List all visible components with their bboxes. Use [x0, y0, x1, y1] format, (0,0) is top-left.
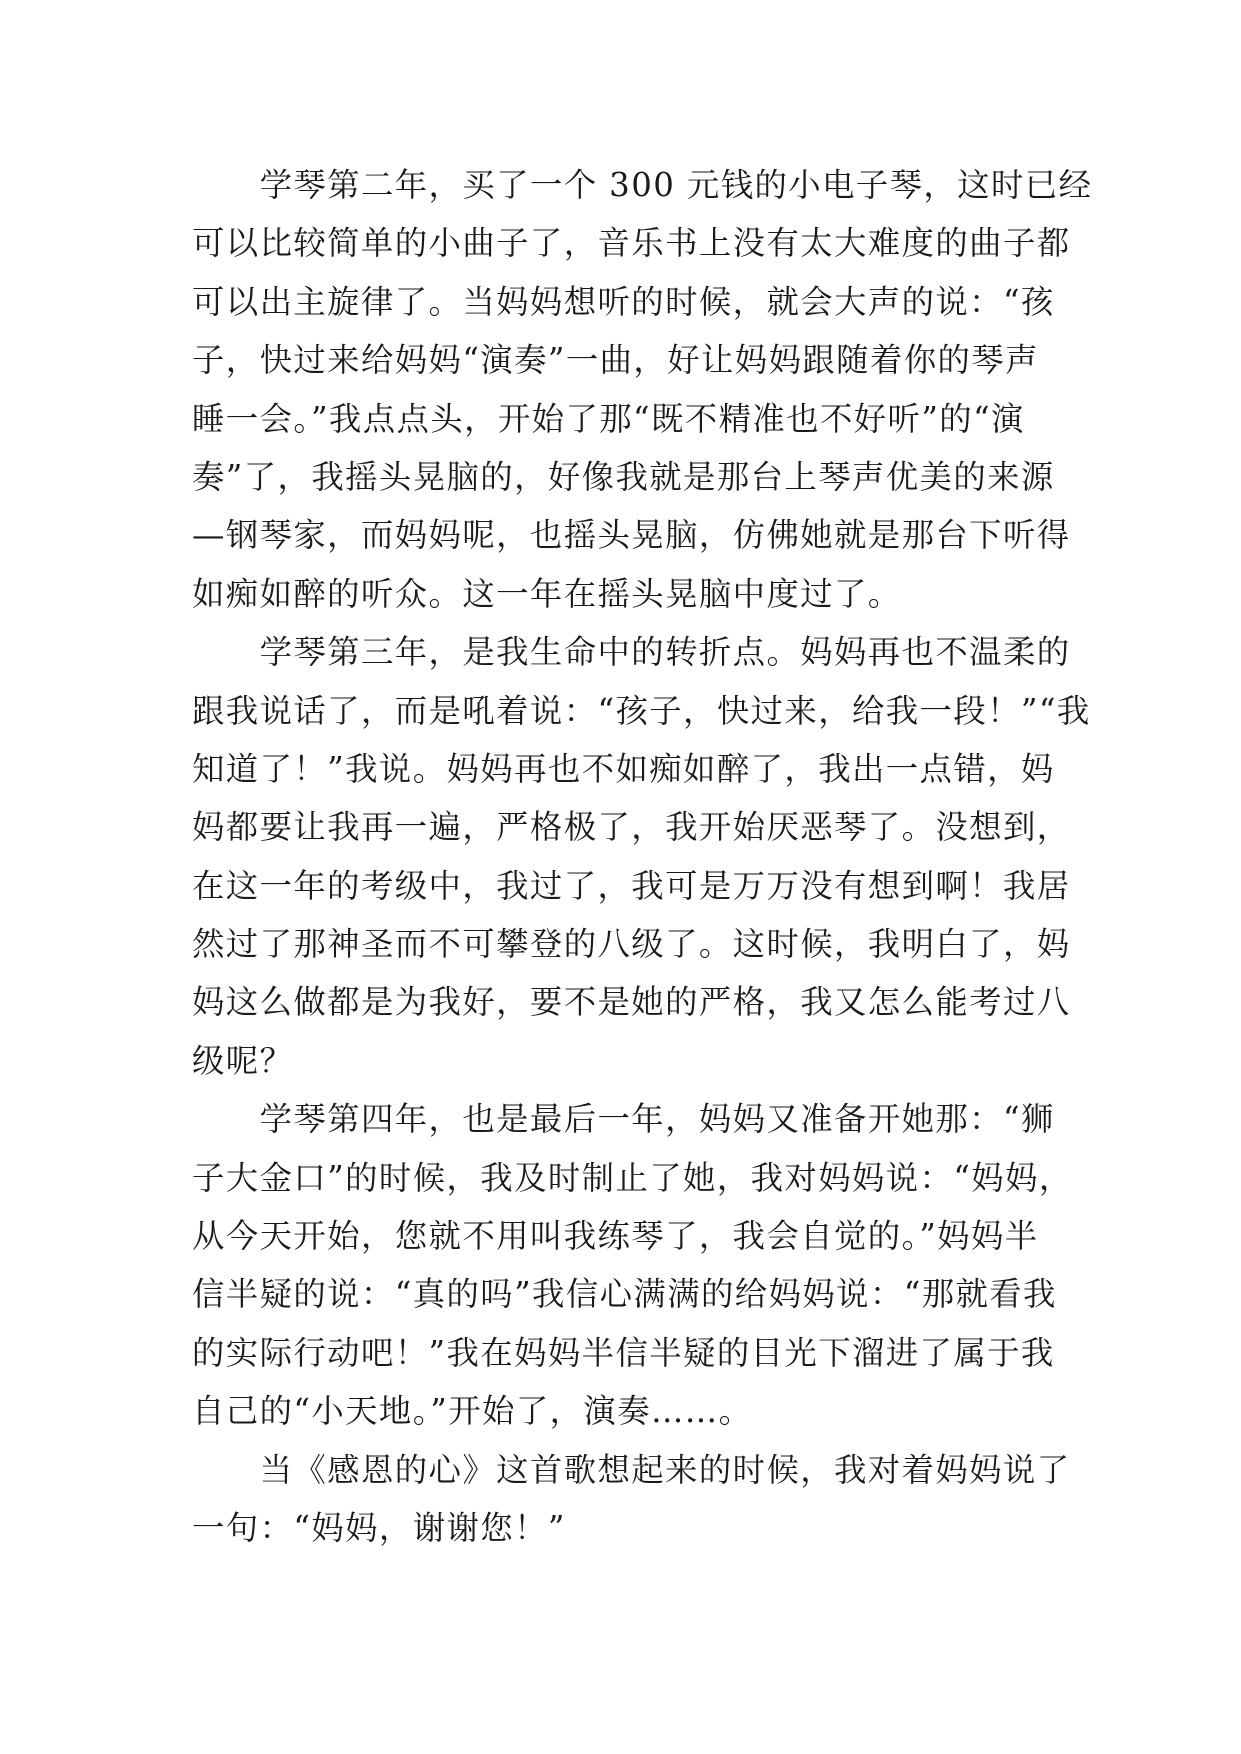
paragraph-closing: [192, 1441, 1071, 1558]
text-line: 妈都要让我再一遍，严格极了，我开始厌恶琴了。没想到，: [192, 808, 1071, 847]
text-line: 然过了那神圣而不可攀登的八级了。这时候，我明白了，妈: [192, 925, 1071, 964]
text-line: 自己的“小天地。”开始了，演奏……。: [192, 1392, 753, 1431]
paragraph-year-two: [192, 156, 1093, 623]
text-line: 奏”了，我摇头晃脑的，好像我就是那台上琴声优美的来源: [192, 457, 1055, 496]
text-line: 如痴如醉的听众。这一年在摇头晃脑中度过了。: [192, 574, 902, 613]
text-line: 学琴第四年，也是最后一年，妈妈又准备开她那：“狮: [192, 1100, 1055, 1139]
text-line: 在这一年的考级中，我过了，我可是万万没有想到啊！我居: [192, 866, 1071, 905]
text-line: 学琴第二年，买了一个 300 元钱的小电子琴，这时已经: [192, 166, 1093, 204]
text-line: 知道了！”我说。妈妈再也不如痴如醉了，我出一点错，妈: [192, 749, 1055, 788]
text-line: 当《感恩的心》这首歌想起来的时候，我对着妈妈说了: [192, 1450, 1071, 1489]
text-line: 信半疑的说：“真的吗”我信心满满的给妈妈说：“那就看我: [192, 1275, 1057, 1314]
text-line: 级呢？: [192, 1041, 294, 1080]
document-body: [192, 156, 1093, 1557]
text-line: 可以出主旋律了。当妈妈想听的时候，就会大声的说：“孩: [192, 282, 1055, 321]
text-line: 子大金口”的时候，我及时制止了她，我对妈妈说：“妈妈，: [192, 1158, 1073, 1197]
text-line: 学琴第三年，是我生命中的转折点。妈妈再也不温柔的: [192, 633, 1071, 672]
text-line: —钢琴家，而妈妈呢，也摇头晃脑，仿佛她就是那台下听得: [192, 516, 1071, 555]
text-line: 可以比较简单的小曲子了，音乐书上没有太大难度的曲子都: [192, 224, 1071, 263]
text-line: 跟我说话了，而是吼着说：“孩子，快过来，给我一段！”“我: [192, 691, 1091, 730]
paragraph-year-three: [192, 623, 1091, 1090]
text-line: 的实际行动吧！”我在妈妈半信半疑的目光下溜进了属于我: [192, 1333, 1055, 1372]
text-line: 子，快过来给妈妈“演奏”一曲，好让妈妈跟随着你的琴声: [192, 341, 1039, 380]
text-line: 从今天开始，您就不用叫我练琴了，我会自觉的。”妈妈半: [192, 1217, 1039, 1256]
text-line: 睡一会。”我点点头，开始了那“既不精准也不好听”的“演: [192, 399, 1025, 438]
text-line: 妈这么做都是为我好，要不是她的严格，我又怎么能考过八: [192, 983, 1071, 1022]
text-line: 一句：“妈妈，谢谢您！”: [192, 1508, 566, 1547]
paragraph-year-four: [192, 1090, 1073, 1440]
